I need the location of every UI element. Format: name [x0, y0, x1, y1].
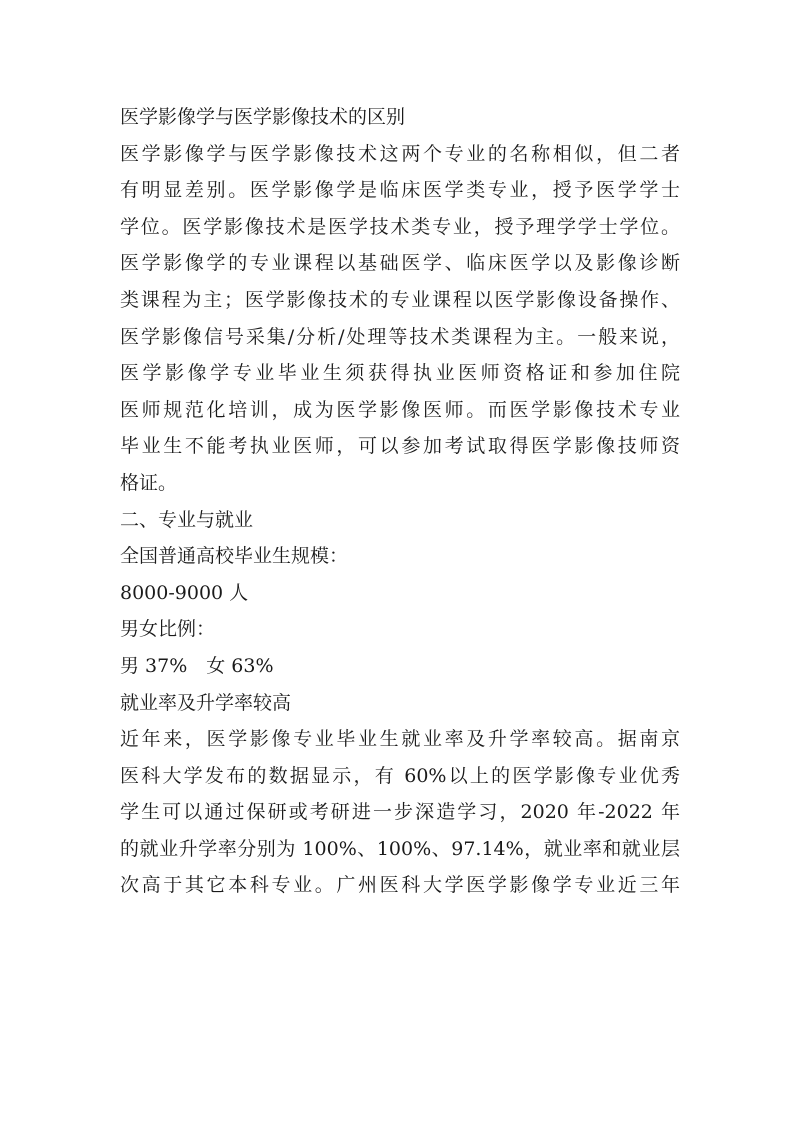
stat-label: 全国普通高校毕业生规模：: [120, 545, 349, 568]
paragraph-line: 毕业生不能考执业医师，可以参加考试取得医学影像技师资: [120, 435, 680, 458]
paragraph-line: 医师规范化培训，成为医学影像医师。而医学影像技术专业: [120, 398, 680, 421]
paragraph-line: 医科大学发布的数据显示，有 60%以上的医学影像专业优秀: [120, 764, 680, 787]
paragraph-line: 有明显差别。医学影像学是临床医学类专业，授予医学学士: [120, 179, 680, 202]
paragraph-line: 医学影像信号采集/分析/处理等技术类课程为主。一般来说，: [120, 325, 680, 348]
paragraph-line: 格证。: [120, 471, 178, 494]
paragraph-line: 医学影像学专业毕业生须获得执业医师资格证和参加住院: [120, 362, 680, 385]
paragraph-line: 近年来，医学影像专业毕业生就业率及升学率较高。据南京: [120, 728, 680, 751]
stat-label: 男女比例：: [120, 618, 216, 641]
stat-value: 男 37% 女 63%: [120, 654, 274, 677]
subheading: 就业率及升学率较高: [120, 691, 292, 714]
paragraph-line: 的就业升学率分别为 100%、100%、97.14%，就业率和就业层: [120, 837, 680, 860]
document-body: [120, 99, 680, 904]
stat-value: 8000-9000 人: [120, 581, 249, 604]
paragraph-line: 学位。医学影像技术是医学技术类专业，授予理学学士学位。: [120, 215, 680, 238]
paragraph-line: 学生可以通过保研或考研进一步深造学习，2020 年-2022 年: [120, 801, 680, 824]
paragraph-line: 医学影像学的专业课程以基础医学、临床医学以及影像诊断: [120, 252, 680, 275]
section-heading: 二、专业与就业: [120, 508, 254, 531]
paragraph-line: 次高于其它本科专业。广州医科大学医学影像学专业近三年: [120, 874, 680, 897]
paragraph-line: 医学影像学与医学影像技术这两个专业的名称相似，但二者: [120, 142, 680, 165]
paragraph-line: 类课程为主；医学影像技术的专业课程以医学影像设备操作、: [120, 288, 680, 311]
section-title: 医学影像学与医学影像技术的区别: [120, 106, 406, 128]
